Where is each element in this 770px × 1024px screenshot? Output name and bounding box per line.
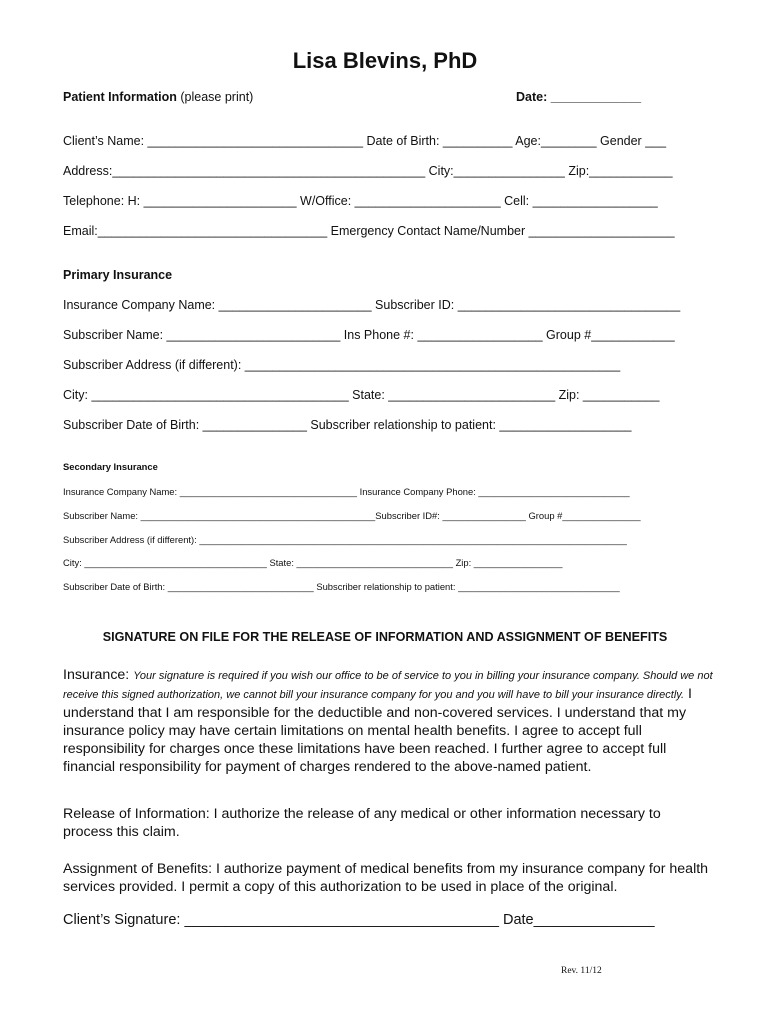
primary-address-line[interactable]: Subscriber Address (if different): ______________________________________________________ xyxy=(63,358,621,372)
secondary-subscriber-line[interactable]: Subscriber Name: _____________________________________________Subscriber ID#: ________________ Group #_______________ xyxy=(63,510,641,521)
insurance-label: Insurance: xyxy=(63,667,134,683)
secondary-insurance-heading: Secondary Insurance xyxy=(63,461,158,472)
page-title: Lisa Blevins, PhD xyxy=(292,48,478,73)
secondary-dob-line[interactable]: Subscriber Date of Birth: ____________________________ Subscriber relationship to patient: _______________________________ xyxy=(63,581,620,592)
client-signature-line[interactable]: Client’s Signature: _______________________________________ Date_______________ xyxy=(63,912,655,928)
insurance-terms: I understand that I am responsible for the deductible and non-covered services. I understand that my insurance policy may have certain limitations on mental health benefits. I agree to accept full responsibility for charges once these limitations have been reached. I further agree to accept full financial responsibility for payment of charges rendered to the above-named patient. xyxy=(63,686,692,775)
patient-info-heading xyxy=(63,90,253,104)
address-line[interactable]: Address:_____________________________________________ City:________________ Zip:____________ xyxy=(63,164,673,178)
secondary-city-line[interactable]: City: ___________________________________ State: ______________________________ Zip: _________________ xyxy=(63,557,563,568)
patient-info-label: Patient Information xyxy=(63,90,177,104)
primary-company-line[interactable]: Insurance Company Name: ______________________ Subscriber ID: ________________________________ xyxy=(63,298,681,312)
insurance-paragraph xyxy=(63,666,713,776)
form-date-field[interactable]: Date: _____________ xyxy=(516,90,642,104)
telephone-line[interactable]: Telephone: H: ______________________ W/Office: _____________________ Cell: __________________ xyxy=(63,194,658,208)
release-paragraph: Release of Information: I authorize the release of any medical or other information necessary to process this claim. xyxy=(63,806,661,840)
assignment-paragraph: Assignment of Benefits: I authorize payment of medical benefits from my insurance company for health services provided. I permit a copy of this authorization to be used in place of the original. xyxy=(63,861,709,895)
primary-subscriber-line[interactable]: Subscriber Name: _________________________ Ins Phone #: __________________ Group #____________ xyxy=(63,328,675,342)
signature-section-heading: SIGNATURE ON FILE FOR THE RELEASE OF INFORMATION AND ASSIGNMENT OF BENEFITS xyxy=(102,630,668,644)
secondary-address-line[interactable]: Subscriber Address (if different): __________________________________________________________________________________ xyxy=(63,534,627,545)
client-info-line[interactable]: Client’s Name: _______________________________ Date of Birth: __________ Age:________ Gender ___ xyxy=(63,134,667,148)
email-line[interactable]: Email:_________________________________ Emergency Contact Name/Number _____________________ xyxy=(63,224,675,238)
primary-city-line[interactable]: City: _____________________________________ State: ________________________ Zip: ___________ xyxy=(63,388,660,402)
secondary-company-line[interactable]: Insurance Company Name: __________________________________ Insurance Company Phone: _____________________________ xyxy=(63,486,630,497)
insurance-italic-note: Your signature is required if you wish our office to be of service to you in billing your insurance company. Should we not receive this signed authorization, we cannot bill your insurance company for you and you will have to bill your insurance directly. xyxy=(63,670,713,701)
primary-insurance-heading: Primary Insurance xyxy=(63,268,173,282)
primary-dob-line[interactable]: Subscriber Date of Birth: _______________ Subscriber relationship to patient: ___________________ xyxy=(63,418,632,432)
revision-note: Rev. 11/12 xyxy=(561,966,602,976)
patient-info-note: (please print) xyxy=(176,90,254,104)
